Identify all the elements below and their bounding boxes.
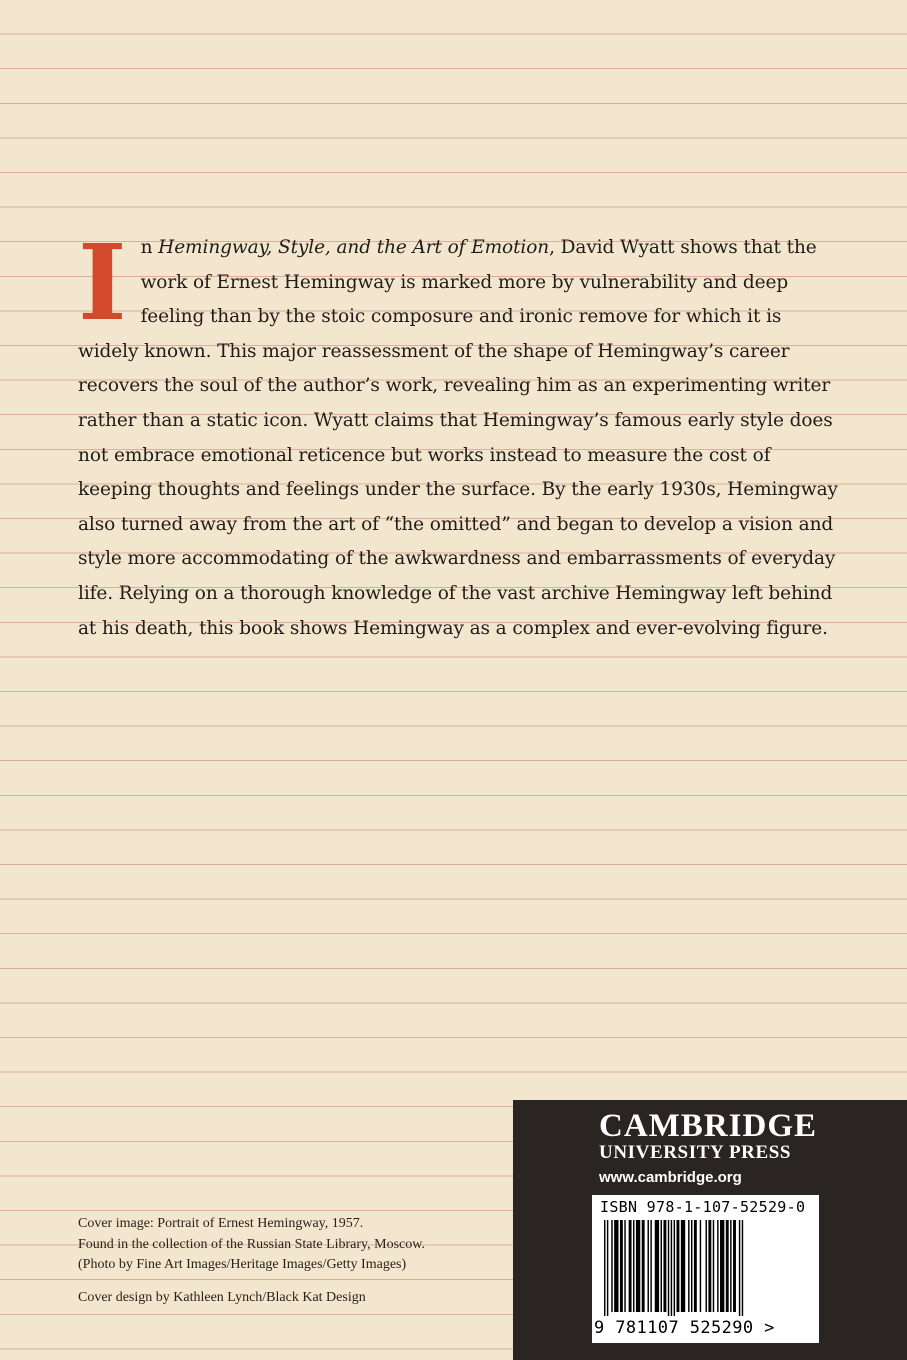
- ean-digits: 9 781107 525290 >: [594, 1318, 775, 1338]
- barcode-bar: [671, 1220, 672, 1316]
- barcode-bar: [614, 1220, 618, 1312]
- barcode-bar: [674, 1220, 675, 1316]
- blurb-lead: n: [140, 237, 159, 258]
- barcode-bar: [663, 1220, 666, 1312]
- barcode-bar: [726, 1220, 729, 1312]
- barcode-bar: [730, 1220, 731, 1312]
- barcode-bar: [668, 1220, 669, 1316]
- barcode-bar: [633, 1220, 634, 1312]
- barcode-bar: [694, 1220, 697, 1312]
- barcode-bar: [624, 1220, 625, 1312]
- barcode-bar: [688, 1220, 689, 1312]
- barcode-bar: [677, 1220, 680, 1312]
- barcode-bar: [706, 1220, 707, 1312]
- publisher-subtitle: UNIVERSITY PRESS: [599, 1142, 792, 1163]
- barcode-bar: [713, 1220, 714, 1312]
- barcode-bar: [607, 1220, 608, 1316]
- blurb-body: , David Wyatt shows that the work of Ernest Hemingway is marked more by vulnerability and deep feeling than by the stoic composure and ironic remove for which it is widely known. This major reassessment of the shape of Hemingway’s career recovers the soul of the author’s work, revealing him as an experimenting writer rather than a static icon. Wyatt claims that Hemingway’s famous early style does not embrace emotional reticence but works instead to measure the cost of keeping thoughts and feelings under the surface. By the early 1930s, Hemingway also turned away from the art of “the omitted” and began to develop a vision and style more accommodating of the awkwardness and embarrassments of everyday life. Relying on a thorough knowledge of the vast archive Hemingway left behind at his death, this book shows Hemingway as a complex and ever-evolving figure.: [78, 237, 838, 639]
- credit-line-photo: (Photo by Fine Art Images/Heritage Images/Getty Images): [78, 1257, 407, 1272]
- barcode-bar: [708, 1220, 711, 1312]
- cover-credits: [78, 1214, 508, 1308]
- credit-line-design: Cover design by Kathleen Lynch/Black Kat Design: [78, 1289, 366, 1305]
- drop-cap: I: [78, 221, 127, 344]
- book-title: Hemingway, Style, and the Art of Emotion: [158, 237, 550, 258]
- publisher-panel: [513, 1100, 907, 1360]
- barcode-panel: [592, 1195, 819, 1343]
- credit-line-image: Cover image: Portrait of Ernest Hemingway, 1957.: [78, 1216, 364, 1231]
- credit-line-collection: Found in the collection of the Russian State Library, Moscow.: [78, 1236, 425, 1252]
- barcode-bar: [642, 1220, 645, 1312]
- back-cover-blurb: [78, 221, 838, 646]
- barcode-bar: [720, 1220, 724, 1312]
- barcode-bar: [681, 1220, 685, 1312]
- barcode-bar: [717, 1220, 718, 1312]
- barcode-bar: [739, 1220, 740, 1316]
- barcode-bar: [691, 1220, 692, 1312]
- barcode-bar: [650, 1220, 651, 1312]
- publisher-name: CAMBRIDGE: [599, 1108, 818, 1144]
- barcode-bar: [604, 1220, 605, 1316]
- isbn-label: ISBN 978-1-107-52529-0: [600, 1198, 806, 1216]
- barcode-bar: [655, 1220, 659, 1312]
- publisher-url: www.cambridge.org: [599, 1169, 742, 1186]
- barcode-bar: [620, 1220, 623, 1312]
- barcode-bar: [629, 1220, 632, 1312]
- barcode-bar: [648, 1220, 649, 1312]
- barcode-bar: [742, 1220, 743, 1316]
- barcode-bar: [611, 1220, 612, 1312]
- barcode-icon: [600, 1220, 810, 1316]
- barcode-bar: [700, 1220, 701, 1312]
- barcode-bar: [636, 1220, 640, 1312]
- barcode-bar: [661, 1220, 662, 1312]
- barcode-bar: [733, 1220, 736, 1312]
